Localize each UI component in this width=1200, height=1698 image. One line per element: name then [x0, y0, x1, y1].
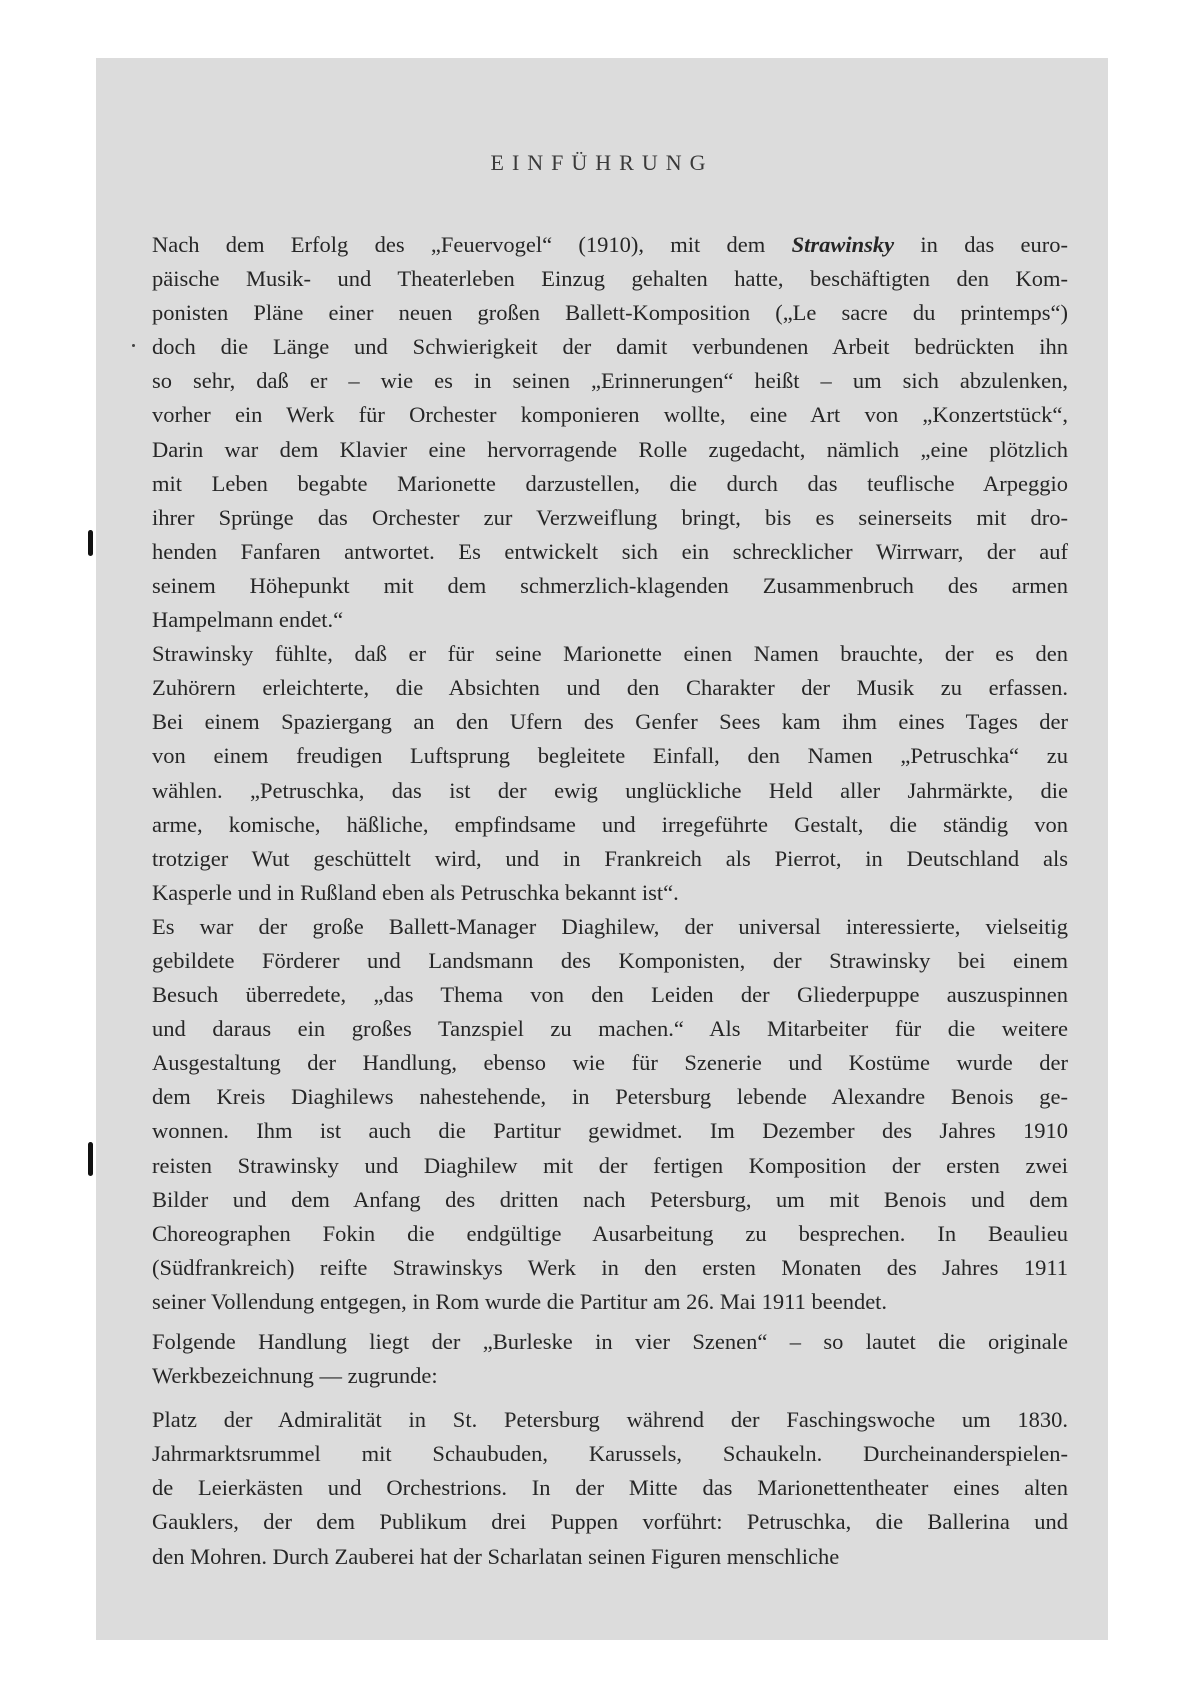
text-line: [152, 671, 1068, 705]
text-span: ponisten Pläne einer neuen großen Ballett-Komposition („Le sacre du printemps“): [152, 300, 1068, 326]
text-span: Es war der große Ballett-Manager Diaghilew, der universal interessierte, vielseitig: [152, 913, 1068, 939]
text-line: [152, 705, 1068, 739]
text-line: [152, 535, 1068, 569]
text-span: Platz der Admiralität in St. Petersburg während der Faschingswoche um 1830.: [152, 1407, 1068, 1433]
text-line: [152, 1012, 1068, 1046]
text-line: [152, 330, 1068, 364]
text-line: [152, 262, 1068, 296]
text-span: Zuhörern erleichterte, die Absichten und den Charakter der Musik zu erfassen.: [152, 675, 1068, 701]
text-span: Kasperle und in Rußland eben als Petruschka bekannt ist“.: [152, 879, 679, 905]
text-line: [152, 603, 1068, 637]
text-span: Werkbezeichnung — zugrunde:: [152, 1363, 438, 1389]
text-span: Jahrmarktsrummel mit Schaubuden, Karussels, Schaukeln. Durcheinanderspielen-: [152, 1441, 1068, 1467]
text-line: [152, 808, 1068, 842]
text-line: [152, 296, 1068, 330]
text-line: [152, 398, 1068, 432]
text-line: [152, 910, 1068, 944]
text-span: in das euro-: [894, 232, 1068, 257]
text-line: [152, 569, 1068, 603]
text-line: [152, 842, 1068, 876]
text-line: [152, 1046, 1068, 1080]
text-line: [152, 1114, 1068, 1148]
punch-mark-1: [88, 530, 93, 556]
text-span: Bilder und dem Anfang des dritten nach Petersburg, um mit Benois und dem: [152, 1186, 1068, 1212]
text-line: [152, 774, 1068, 808]
text-span: wonnen. Ihm ist auch die Partitur gewidmet. Im Dezember des Jahres 1910: [152, 1118, 1068, 1144]
text-line: [152, 1183, 1068, 1217]
text-line: [152, 433, 1068, 467]
text-line: [152, 1471, 1068, 1505]
paragraph: [152, 228, 1068, 637]
paragraph: [152, 637, 1068, 910]
text-span: (Südfrankreich) reifte Strawinskys Werk in den ersten Monaten des Jahres 1911: [152, 1254, 1068, 1280]
scanned-page: [96, 58, 1108, 1640]
text-span: henden Fanfaren antwortet. Es entwickelt sich ein schrecklicher Wirrwarr, der auf: [152, 538, 1068, 564]
text-line: [152, 1437, 1068, 1471]
text-span: von einem freudigen Luftsprung begleitete Einfall, den Namen „Petruschka“ zu: [152, 743, 1068, 769]
text-line: [152, 1285, 1068, 1319]
text-span: dem Kreis Diaghilews nahestehende, in Petersburg lebende Alexandre Benois ge-: [152, 1084, 1068, 1110]
text-span: ihrer Sprünge das Orchester zur Verzweiflung bringt, bis es seinerseits mit dro-: [152, 504, 1068, 530]
text-span: arme, komische, häßliche, empfindsame und irregeführte Gestalt, die ständig von: [152, 811, 1068, 837]
text-line: [152, 1505, 1068, 1539]
page-title: EINFÜHRUNG: [490, 150, 714, 175]
text-span: Strawinsky fühlte, daß er für seine Marionette einen Namen brauchte, der es den: [152, 641, 1068, 667]
text-span: Choreographen Fokin die endgültige Ausarbeitung zu besprechen. In Beaulieu: [152, 1220, 1068, 1246]
composer-name: Strawinsky: [791, 232, 895, 257]
text-span: Nach dem Erfolg des „Feuervogel“ (1910), mit dem: [152, 232, 792, 257]
text-span: seiner Vollendung entgegen, in Rom wurde die Partitur am 26. Mai 1911 beendet.: [152, 1288, 888, 1314]
text-span: Gauklers, der dem Publikum drei Puppen vorführt: Petruschka, die Ballerina und: [152, 1509, 1068, 1535]
text-line: [152, 1359, 1068, 1393]
text-span: mit Leben begabte Marionette darzustellen, die durch das teuflische Arpeggio: [152, 470, 1068, 496]
text-line: [152, 1540, 1068, 1574]
text-line: [152, 1217, 1068, 1251]
text-line: [152, 876, 1068, 910]
text-span: reisten Strawinsky und Diaghilew mit der fertigen Komposition der ersten zwei: [152, 1152, 1068, 1178]
body-text: [152, 228, 1068, 1574]
text-span: Bei einem Spaziergang an den Ufern des Genfer Sees kam ihm eines Tages der: [152, 709, 1068, 735]
text-span: Hampelmann endet.“: [152, 607, 344, 633]
text-line: [152, 1403, 1068, 1437]
text-line: [152, 228, 1068, 262]
text-line: [152, 467, 1068, 501]
text-span: und daraus ein großes Tanzspiel zu machen.“ Als Mitarbeiter für die weitere: [152, 1016, 1068, 1042]
text-span: trotziger Wut geschüttelt wird, und in Frankreich als Pierrot, in Deutschland als: [152, 845, 1068, 871]
text-span: vorher ein Werk für Orchester komponieren wollte, eine Art von „Konzertstück“,: [152, 402, 1068, 428]
text-line: [152, 739, 1068, 773]
text-span: so sehr, daß er – wie es in seinen „Erinnerungen“ heißt – um sich abzulenken,: [152, 368, 1068, 394]
text-span: Besuch überredete, „das Thema von den Leiden der Gliederpuppe auszuspinnen: [152, 982, 1068, 1008]
paragraph: [152, 1403, 1068, 1573]
text-line: [152, 1149, 1068, 1183]
text-span: gebildete Förderer und Landsmann des Komponisten, der Strawinsky bei einem: [152, 947, 1068, 973]
text-line: [152, 501, 1068, 535]
text-line: [152, 364, 1068, 398]
page-speck: [132, 344, 135, 347]
text-line: [152, 978, 1068, 1012]
text-span: seinem Höhepunkt mit dem schmerzlich-klagenden Zusammenbruch des armen: [152, 572, 1068, 598]
text-line: [152, 1080, 1068, 1114]
paragraph: [152, 910, 1068, 1319]
text-span: wählen. „Petruschka, das ist der ewig unglückliche Held aller Jahrmärkte, die: [152, 777, 1068, 803]
text-span: de Leierkästen und Orchestrions. In der Mitte das Marionettentheater eines alten: [152, 1475, 1068, 1501]
text-line: [152, 1325, 1068, 1359]
text-span: den Mohren. Durch Zauberei hat der Scharlatan seinen Figuren menschliche: [152, 1543, 840, 1569]
text-line: [152, 1251, 1068, 1285]
paragraph: [152, 1325, 1068, 1393]
text-span: Folgende Handlung liegt der „Burleske in vier Szenen“ – so lautet die originale: [152, 1329, 1068, 1354]
text-line: [152, 637, 1068, 671]
text-span: päische Musik- und Theaterleben Einzug gehalten hatte, beschäftigten den Kom-: [152, 266, 1068, 292]
text-line: [152, 944, 1068, 978]
text-span: Darin war dem Klavier eine hervorragende Rolle zugedacht, nämlich „eine plötzlich: [152, 436, 1068, 462]
punch-mark-2: [88, 1142, 93, 1176]
text-span: doch die Länge und Schwierigkeit der damit verbundenen Arbeit bedrückten ihn: [152, 334, 1068, 360]
text-span: Ausgestaltung der Handlung, ebenso wie für Szenerie und Kostüme wurde der: [152, 1050, 1068, 1076]
